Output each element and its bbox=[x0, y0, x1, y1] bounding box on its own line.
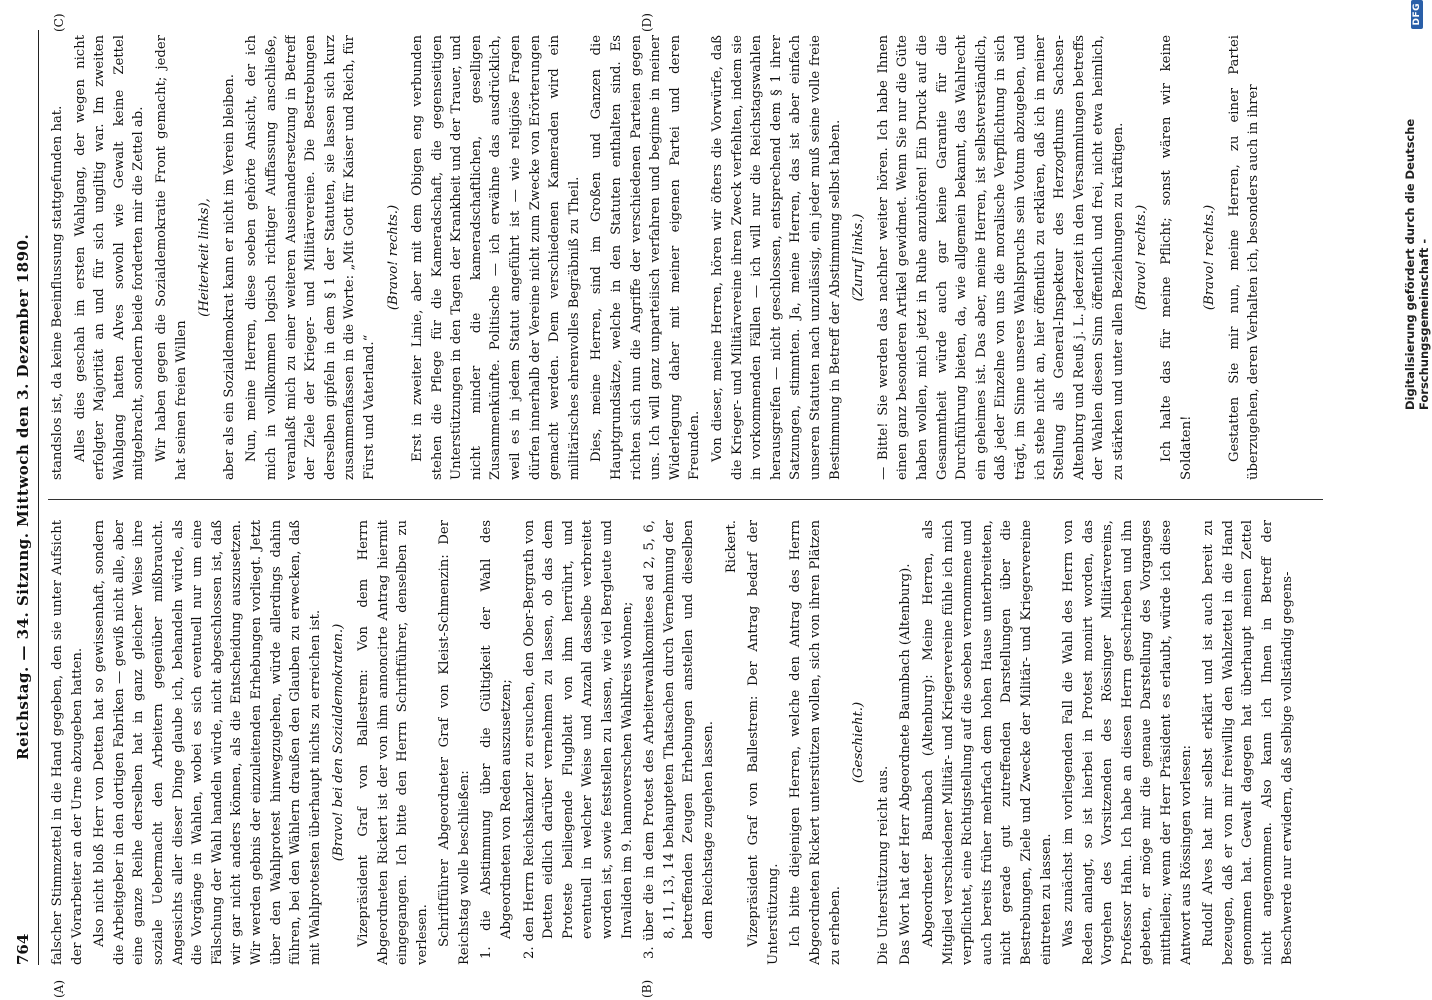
paragraph: Die Unterstützung reicht aus. bbox=[875, 765, 891, 965]
paragraph: — Bitte! Sie werden das nachher weiter hören. Ich habe Ihnen einen ganz besonderen Artikel gewidmet. Wenn Sie nur die Güte haben wollen, mich jetzt in Ruhe anzuhören! Ein Druck auf die Gesammtheit würde auch gar keine Garantie für die Durchführung bieten, da, wie allgemein bekannt, das Wahlrecht ein geheimes ist. Das aber, meine Herren, ist selbstverständlich, daß jeder Einzelne von uns die moralische Verpflichtung in sich trägt, im Sinne unseres Wahlspruchs sein Votum abzugeben, und ich stehe nicht an, hier öffentlich zu erklären, daß ich in meiner Stellung als General-Inspekteur des Herzogthums Sachsen-Altenburg und Reuß j. L. jederzeit in den Versammlungen betreffs der Wahlen diesen Sinn öffentlich und frei, nicht etwa heimlich, zu stärken und unter allen Beziehungen zu kräftigen. bbox=[875, 35, 1126, 480]
column-divider bbox=[48, 499, 1323, 500]
paragraph: Vizepräsident Graf von Ballestrem: Der Antrag bedarf der Unterstützung. bbox=[746, 520, 781, 965]
list-item-text: die Abstimmung über die Gültigkeit der Wahl des Abgeordneten von Reden auszusetzen; bbox=[479, 520, 515, 939]
list-item-text: über die in dem Protest des Arbeiterwahlkomitees ad 2, 5, 6, 8, 11, 13, 14 behaupteten Thatsachen durch Vernehmung der betreffenden Zeugen Erhebungen anstellen und dieselben dem Reichstage zugehen lassen. bbox=[642, 520, 716, 941]
page-header bbox=[8, 30, 39, 965]
paragraph: falscher Stimmzettel in die Hand gegeben, den sie unter Aufsicht der Vorarbeiter an der Urne abzugeben hatten. bbox=[50, 520, 85, 965]
paragraph: Ich bitte diejenigen Herren, welche den Antrag des Herrn Abgeordneten Rickert unterstützen wollen, sich von ihren Plätzen zu erheben. bbox=[788, 520, 843, 965]
margin-mark-b: (B) bbox=[640, 979, 654, 998]
paragraph: Wir haben gegen die Sozialdemokratie Front gemacht; jeder hat seinen freien Willen bbox=[153, 35, 189, 480]
paragraph: Ich halte das für meine Pflicht; sonst wären wir keine Soldaten! bbox=[1159, 35, 1194, 480]
stage-direction: (Bravo! rechts.) bbox=[385, 204, 401, 311]
paragraph: Von dieser, meine Herren, hören wir öfters die Vorwürfe, daß die Krieger- und Militärvereine ihren Zweck verfehlten, indem sie in vorkommenden Fällen — ich will nur die Reichstagswahlen herausgreifen — nicht geschlossen, entsprechend dem § 1 ihrer Satzungen, stimmten. Ja, meine Herren, das ist aber einfach unseren Statuten nach unzulässig, ein jeder muß seine volle freie Bestimmung in Betreff der Abstimmung selbst haben. bbox=[710, 35, 843, 480]
paragraph: Gestatten Sie mir nun, meine Herren, zu einer Partei überzugehen, deren Verhalten ich, besonders auch in ihrer bbox=[1226, 35, 1262, 480]
paragraph: Erst in zweiter Linie, aber mit dem Obigen eng verbunden stehen die Pflege für die Kameradschaft, die gegenseitigen Unterstützungen in den Tagen der Krankheit und der Trauer, und nicht minder die kameradschaftlichen, geselligen Zusammenkünfte. Politische — ich erwähne das ausdrücklich, weil es in jedem Statut angeführt ist — wie religiöse Fragen dürfen innerhalb der Vereine nicht zum Zwecke von Erörterungen gemacht werden. Dem verschiedenen Kameraden wird ein militärisches ehrenvolles Begräbniß zu Theil. bbox=[410, 35, 582, 480]
paragraph: standslos ist, da keine Beeinflussung stattgefunden hat. bbox=[50, 105, 65, 480]
margin-mark-c: (C) bbox=[52, 13, 66, 32]
margin-mark-a: (A) bbox=[52, 979, 66, 998]
paragraph: Was zunächst im vorliegenden Fall die Wahl des Herrn von Reden anlangt, so ist hierbei in Protest monirt worden, das Vorgehen des Vorsitzenden des Rössinger Militärvereins, Professor Hahn. Ich habe an diesen Herrn geschrieben und ihn gebeten, er möge mir die genaue Darstellung des Vorganges mittheilen; wenn der Herr Präsident es erlaubt, würde ich diese Antwort aus Rössingen vorlesen: bbox=[1061, 520, 1194, 965]
list-item: 1. die Abstimmung über die Gültigkeit der Wahl des Abgeordneten von Reden auszusetzen; bbox=[479, 520, 515, 959]
page-number: 764 bbox=[14, 933, 32, 965]
paragraph: Vizepräsident Graf von Ballestrem: Von dem Herrn Abgeordneten Rickert ist der von ihm annoncirte Antrag hiermit eingegangen. Ich bitte den Herrn Schriftführer, denselben zu verlesen. bbox=[355, 520, 430, 965]
list-item: 2. den Herrn Reichskanzler zu ersuchen, den Ober-Bergrath von Detten eidlich darüber vernehmen zu lassen, ob das dem Proteste beiliegende Flugblatt von ihm herrührt, und eventuell in welcher Weise und Anzahl dasselbe verbreitet worden ist, sowie feststellen zu lassen, wie viel Bergleute und Invaliden im 9. hannoverschen Wahlkreis wohnen; bbox=[521, 520, 635, 959]
paragraph: Abgeordneter Baumbach (Altenburg): Meine Herren, als Mitglied verschiedener Militär- und Kriegervereine fühle ich mich verpflichtet, eine Richtigstellung auf die soeben vernommene und auch bereits früher mehrfach dem hohen Hause unterbreiteten, nicht gerade gut zutreffenden Darstellungen über die Bestrebungen, Ziele und Zwecke der Militär- und Kriegervereine eintreten zu lassen. bbox=[920, 520, 1054, 965]
digitization-notice bbox=[1405, 0, 1429, 410]
left-column bbox=[48, 520, 1323, 965]
paragraph: Das Wort hat der Herr Abgeordnete Baumbach (Altenburg). bbox=[898, 563, 914, 965]
stage-direction: (Zuruf links.) bbox=[851, 213, 867, 302]
stage-direction: (Geschieht.) bbox=[851, 701, 867, 784]
margin-mark-d: (D) bbox=[640, 13, 654, 32]
signature: Rickert. bbox=[723, 520, 739, 574]
paragraph: Alles dies geschah im ersten Wahlgang, der wegen nicht erfolgter Majorität an und für sich ungiltig war. Im zweiten Wahlgang hatten Alves sowohl wie Gewalt keine Zettel mitgebracht, sondern beide forderten mir die Zettel ab. bbox=[72, 35, 147, 480]
stage-direction: (Bravo! rechts.) bbox=[1202, 204, 1218, 311]
paragraph: Schriftführer Abgeordneter Graf von Kleist-Schmenzin: Der Reichstag wolle beschließen: bbox=[437, 520, 472, 965]
stage-direction: (Bravo! rechts.) bbox=[1134, 204, 1150, 311]
dfg-logo: DFG bbox=[1411, 0, 1423, 29]
paragraph: aber als ein Sozialdemokrat kann er nicht im Verein bleiben. bbox=[221, 74, 237, 480]
paragraph: Also nicht bloß Herr von Detten hat so gewissenhaft, sondern die Arbeitgeber in den dortigen Fabriken — gewiß nicht alle, aber eine ganze Reihe derselben hat in ganz gleicher Weise ihre soziale Uebermacht den Arbeitern gegenüber mißbraucht. Angesichts aller dieser Dinge glaube ich, behandeln würde, als die Vorgänge in Wahlen, wobei es sich eventuell nur um eine Fälschung der Wahl handeln würde, nicht abgeschlossen ist, daß wir gar nicht anders können, als die Entscheidung auszusetzen. Wir werden gebnis der einzuleitenden Erhebungen vorliegt. Jetzt über den Wahlprotest hinwegzugehen, würde allerdings dahin führen, bei den Wählern draußen den Glauben zu erwecken, daß mit Wahlprotesten überhaupt nichts zu erreichen ist. bbox=[92, 520, 323, 965]
list-item-text: den Herrn Reichskanzler zu ersuchen, den Ober-Bergrath von Detten eidlich darüber vernehmen zu lassen, ob das dem Proteste beiliegende Flugblatt von ihm herrührt, und eventuell in welcher Weise und Anzahl dasselbe verbreitet worden ist, sowie feststellen zu lassen, wie viel Bergleute und Invaliden im 9. hannoverschen Wahlkreis wohnen; bbox=[521, 520, 635, 942]
stage-direction: (Heiterkeit links), bbox=[197, 198, 213, 317]
paragraph: Dies, meine Herren, sind im Großen und Ganzen die Hauptgrundsätze, welche in den Statuten enthalten sind. Es richten sich nun die Angriffe der verschiedenen Parteien gegen uns. Ich will ganz unparteiisch verfahren und beginne in meiner Widerlegung daher mit meiner eigenen Partei und deren Freunden. bbox=[589, 35, 703, 480]
page-title: Reichstag. — 34. Sitzung. Mittwoch den 3. Dezember 1890. bbox=[14, 233, 32, 760]
funding-text: Digitalisierung gefördert durch die Deutsche Forschungsgemeinschaft - bbox=[1403, 118, 1431, 410]
quotation: Rudolf Alves hat mir selbst erklärt und ist auch bereit zu bezeugen, daß er von mir freiwillig den Wahlzettel in die Hand genommen hat. Gewalt dagegen hat überhaupt meinen Zettel nicht angenommen. Also kann ich Ihnen in Betreff der Beschwerde nur erwidern, daß selbige vollständig gegens- bbox=[1201, 520, 1295, 965]
list-item: 3. über die in dem Protest des Arbeiterwahlkomitees ad 2, 5, 6, 8, 11, 13, 14 behaupteten Thatsachen durch Vernehmung der betreffenden Zeugen Erhebungen anstellen und dieselben dem Reichstage zugehen lassen. bbox=[642, 520, 716, 959]
right-column bbox=[48, 35, 1323, 480]
stage-direction: (Bravo! bei den Sozialdemokraten.) bbox=[331, 623, 347, 862]
paragraph: Nun, meine Herren, diese soeben gehörte Ansicht, der ich mich in vollkommen logisch richtiger Auffassung anschließe, veranlaßt mich zu einer weiteren Auseinandersetzung in Betreff der Ziele der Krieger- und Militärvereine. Die Bestrebungen derselben gipfeln in dem § 1 der Statuten, sie lassen sich kurz zusammenfassen in die Worte: „Mit Gott für Kaiser und Reich, für Fürst und Vaterland.“ bbox=[244, 35, 377, 480]
